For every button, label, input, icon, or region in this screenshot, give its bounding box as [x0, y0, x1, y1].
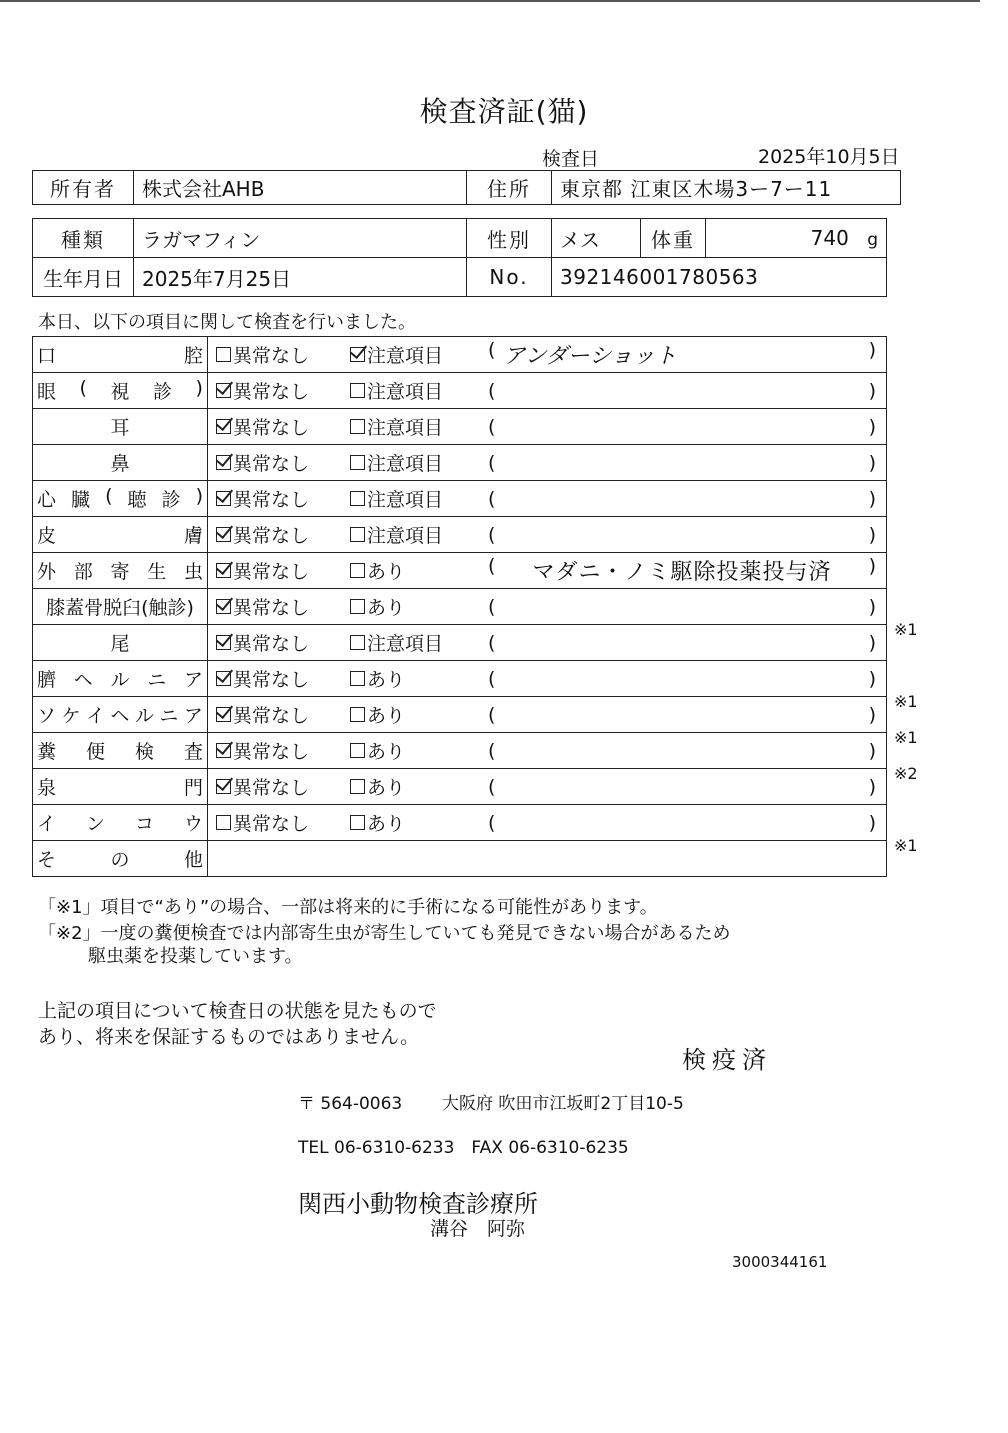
alt-label: 注意項目	[367, 489, 444, 511]
normal-checkbox[interactable]	[216, 671, 231, 686]
item-name-char: )	[195, 377, 203, 399]
item-name-char: 臍	[37, 669, 57, 691]
item-name-char: 検	[134, 741, 154, 763]
normal-option[interactable]	[216, 521, 350, 548]
alt-checkbox[interactable]	[350, 383, 365, 398]
item-note	[495, 740, 868, 762]
item-row-10-name	[33, 697, 208, 733]
item-note	[495, 704, 868, 726]
clinic-name: 関西小動物検査診療所	[298, 1190, 538, 1218]
normal-checkbox[interactable]	[216, 599, 231, 614]
alt-checkbox[interactable]	[350, 635, 365, 650]
item-name-char: イ	[85, 705, 105, 727]
number-label: No.	[467, 258, 552, 297]
normal-checkbox[interactable]	[216, 347, 231, 362]
item-note: マダニ・ノミ駆除投薬投与済	[532, 560, 832, 585]
item-note	[495, 812, 868, 834]
sex-label: 性別	[467, 219, 552, 258]
alt-option[interactable]	[350, 449, 484, 476]
item-note	[495, 776, 868, 798]
alt-checkbox[interactable]	[350, 743, 365, 758]
normal-option[interactable]	[216, 809, 350, 836]
normal-label: 異常なし	[233, 345, 310, 367]
normal-label: 異常なし	[233, 561, 310, 583]
item-row-4-name	[33, 481, 208, 517]
item-options	[208, 625, 887, 661]
item-options	[208, 445, 887, 481]
footnote-mark: ※1	[894, 692, 918, 711]
item-options	[208, 337, 887, 373]
item-name-char: 眼	[37, 381, 57, 403]
item-name-char: 診	[161, 489, 181, 511]
normal-option[interactable]	[216, 341, 350, 368]
normal-label: 異常なし	[233, 669, 310, 691]
normal-option[interactable]	[216, 737, 350, 764]
item-row	[33, 517, 887, 553]
paren-close: )	[868, 415, 876, 438]
normal-checkbox[interactable]	[216, 491, 231, 506]
inspector-name: 溝谷 阿弥	[430, 1218, 526, 1240]
item-row	[33, 445, 887, 481]
normal-checkbox[interactable]	[216, 419, 231, 434]
item-row-1-name	[33, 373, 208, 409]
normal-label: 異常なし	[233, 381, 310, 403]
footnote-mark: ※1	[894, 728, 918, 747]
item-row-8-name	[33, 625, 208, 661]
alt-option[interactable]	[350, 557, 484, 584]
item-options	[208, 481, 887, 517]
item-name-char: (	[79, 377, 87, 399]
birth-label: 生年月日	[33, 258, 134, 297]
item-name-char: (	[105, 485, 113, 507]
paren-close: )	[868, 595, 876, 618]
item-row	[33, 337, 887, 373]
item-name-char: 聴	[127, 489, 147, 511]
scan-edge	[0, 0, 980, 2]
alt-option[interactable]	[350, 413, 484, 440]
item-note	[495, 380, 868, 402]
paren-open: (	[488, 487, 496, 510]
disclaimer-statement: 上記の項目について検査日の状態を見たものであり、将来を保証するものではありません。	[38, 1000, 437, 1048]
alt-option[interactable]	[350, 629, 484, 656]
normal-option[interactable]	[216, 629, 350, 656]
alt-label: あり	[367, 813, 406, 835]
item-row	[33, 553, 887, 589]
item-options	[208, 589, 918, 639]
item-row	[33, 661, 887, 697]
paren-close: )	[868, 379, 876, 402]
alt-checkbox[interactable]	[350, 527, 365, 542]
alt-checkbox[interactable]	[350, 815, 365, 830]
number-value: 392146001780563	[552, 258, 887, 297]
item-note	[495, 452, 868, 474]
item-name-char: ル	[110, 669, 130, 691]
alt-option[interactable]	[350, 737, 484, 764]
alt-option[interactable]	[350, 665, 484, 692]
item-row-7-name	[33, 589, 208, 625]
item-name-char: ヘ	[73, 669, 93, 691]
item-row-13-name	[33, 805, 208, 841]
alt-checkbox[interactable]	[350, 419, 365, 434]
item-row-5-name	[33, 517, 208, 553]
owner-value: 株式会社AHB	[134, 171, 467, 205]
item-options	[208, 553, 887, 589]
normal-label: 異常なし	[233, 705, 310, 727]
alt-label: あり	[367, 561, 406, 583]
normal-checkbox[interactable]	[216, 383, 231, 398]
item-name-char: ニ	[159, 705, 179, 727]
footnote-mark: ※1	[894, 620, 918, 639]
normal-option[interactable]	[216, 593, 350, 620]
item-name-char: イ	[37, 813, 57, 835]
normal-option[interactable]	[216, 377, 350, 404]
item-options	[208, 409, 887, 445]
alt-option[interactable]	[350, 773, 484, 800]
item-name-char: ヘ	[110, 705, 130, 727]
item-row-9-name	[33, 661, 208, 697]
normal-checkbox[interactable]	[216, 455, 231, 470]
item-name-char: 膚	[183, 525, 203, 547]
normal-option[interactable]	[216, 665, 350, 692]
normal-label: 異常なし	[233, 597, 310, 619]
footnote-2-cont: 駆虫薬を投薬しています。	[88, 946, 303, 967]
item-name-char: 他	[183, 849, 203, 871]
alt-checkbox[interactable]	[350, 671, 365, 686]
item-note	[495, 524, 868, 546]
normal-checkbox[interactable]	[216, 815, 231, 830]
item-name-char: 膝蓋骨脱臼(触診)	[46, 597, 194, 619]
item-row	[33, 733, 887, 769]
item-name-char: ウ	[183, 813, 203, 835]
alt-label: 注意項目	[367, 381, 444, 403]
item-name-char: 便	[85, 741, 105, 763]
normal-option[interactable]	[216, 413, 350, 440]
item-options	[208, 373, 887, 409]
normal-checkbox[interactable]	[216, 707, 231, 722]
item-name-char: ン	[85, 813, 105, 835]
item-note: アンダーショット	[503, 344, 677, 369]
item-options	[208, 697, 918, 747]
item-name-char: 査	[183, 741, 203, 763]
normal-label: 異常なし	[233, 489, 310, 511]
alt-checkbox[interactable]	[350, 455, 365, 470]
address-value: 東京都 江東区木場3ー7ー11	[552, 171, 901, 205]
normal-checkbox[interactable]	[216, 527, 231, 542]
alt-checkbox[interactable]	[350, 707, 365, 722]
normal-option[interactable]	[216, 701, 350, 728]
item-note	[495, 488, 868, 510]
address-label: 住所	[467, 171, 552, 205]
owner-table	[32, 170, 901, 205]
item-row	[33, 769, 887, 805]
item-name-char: 腔	[183, 345, 203, 367]
paren-close: )	[868, 631, 876, 654]
normal-checkbox[interactable]	[216, 779, 231, 794]
breed-value: ラガマフィン	[134, 219, 467, 258]
item-row	[33, 625, 887, 661]
item-name-char: 生	[147, 561, 167, 583]
item-options	[208, 733, 918, 783]
normal-checkbox[interactable]	[216, 563, 231, 578]
item-name-char: ソ	[37, 705, 57, 727]
alt-label: 注意項目	[367, 633, 444, 655]
item-row	[33, 481, 887, 517]
item-row-12-name	[33, 769, 208, 805]
inspection-items-table	[32, 336, 918, 877]
item-name-char: 臓	[71, 489, 91, 511]
paren-open: (	[488, 703, 496, 726]
item-row-3-name	[33, 445, 208, 481]
breed-label: 種類	[33, 219, 134, 258]
alt-option[interactable]	[350, 485, 484, 512]
normal-label: 異常なし	[233, 741, 310, 763]
item-name-char: 口	[37, 345, 57, 367]
item-name-char: ケ	[61, 705, 81, 727]
alt-checkbox[interactable]	[350, 563, 365, 578]
item-options	[208, 769, 887, 805]
item-options	[208, 517, 887, 553]
item-name-char: 診	[153, 381, 173, 403]
alt-label: 注意項目	[367, 525, 444, 547]
animal-table	[32, 218, 887, 297]
item-note	[495, 632, 868, 654]
paren-close: )	[868, 339, 876, 361]
normal-option[interactable]	[216, 485, 350, 512]
normal-checkbox[interactable]	[216, 743, 231, 758]
page-title: 検査済証(猫)	[419, 95, 589, 128]
alt-label: あり	[367, 741, 406, 763]
item-name-char: 皮	[37, 525, 57, 547]
item-name-char: 糞	[37, 741, 57, 763]
alt-label: 注意項目	[367, 453, 444, 475]
alt-checkbox[interactable]	[350, 347, 365, 362]
item-name-char: 虫	[183, 561, 203, 583]
item-name-char: コ	[134, 813, 154, 835]
alt-checkbox[interactable]	[350, 779, 365, 794]
paren-open: (	[488, 523, 496, 546]
other-row-name	[33, 841, 208, 877]
alt-option[interactable]	[350, 593, 484, 620]
alt-option[interactable]	[350, 341, 484, 368]
item-row-0-name	[33, 337, 208, 373]
lead-text: 本日、以下の項目に関して検査を行いました。	[38, 312, 416, 333]
footnote-2: 「※2」一度の糞便検査では内部寄生虫が寄生していても発見できない場合があるため	[38, 923, 731, 944]
alt-checkbox[interactable]	[350, 599, 365, 614]
paren-open: (	[488, 451, 496, 474]
paren-open: (	[488, 667, 496, 690]
paren-open: (	[488, 739, 496, 762]
item-name-char: ア	[183, 669, 203, 691]
quarantine-seal: 検疫済	[682, 1046, 772, 1074]
alt-option[interactable]	[350, 521, 484, 548]
owner-label: 所有者	[33, 171, 134, 205]
normal-option[interactable]	[216, 557, 350, 584]
item-name-char: 鼻	[110, 453, 130, 475]
item-row	[33, 409, 887, 445]
item-row	[33, 697, 887, 733]
item-note	[495, 596, 868, 618]
item-row	[33, 373, 887, 409]
paren-open: (	[488, 631, 496, 654]
paren-close: )	[868, 667, 876, 690]
weight-unit: g	[867, 230, 878, 250]
alt-label: 注意項目	[367, 417, 444, 439]
certificate-number: 3000344161	[732, 1253, 828, 1271]
item-note	[495, 668, 868, 690]
paren-close: )	[868, 523, 876, 546]
inspection-date-label: 検査日	[542, 148, 600, 170]
clinic-phone: TEL 06-6310-6233 FAX 06-6310-6235	[298, 1138, 629, 1158]
normal-label: 異常なし	[233, 777, 310, 799]
item-options	[208, 661, 918, 711]
normal-label: 異常なし	[233, 813, 310, 835]
item-name-char: 耳	[110, 417, 130, 439]
alt-label: あり	[367, 777, 406, 799]
item-name-char: 視	[110, 381, 130, 403]
item-name-char: )	[195, 485, 203, 507]
paren-open: (	[488, 811, 496, 834]
alt-checkbox[interactable]	[350, 491, 365, 506]
item-note	[495, 416, 868, 438]
paren-open: (	[488, 339, 496, 361]
footnote-mark: ※2	[894, 764, 918, 783]
inspection-date: 2025年10月5日	[758, 146, 900, 168]
other-row	[33, 841, 887, 877]
paren-close: )	[868, 451, 876, 474]
item-name-char: の	[110, 849, 130, 871]
alt-option[interactable]	[350, 377, 484, 404]
item-name-char: ア	[183, 705, 203, 727]
item-row-11-name	[33, 733, 208, 769]
alt-option[interactable]	[350, 701, 484, 728]
alt-label: 注意項目	[367, 345, 444, 367]
postal-code: 〒 564-0063	[298, 1094, 403, 1114]
alt-label: あり	[367, 705, 406, 727]
paren-close: )	[868, 811, 876, 834]
normal-label: 異常なし	[233, 417, 310, 439]
clinic-address: 大阪府 吹田市江坂町2丁目10-5	[442, 1094, 684, 1114]
weight-cell	[706, 219, 887, 258]
paren-close: )	[868, 555, 876, 577]
item-name-char: 門	[183, 777, 203, 799]
item-name-char: ル	[134, 705, 154, 727]
item-name-char: 外	[37, 561, 57, 583]
item-name-char: 泉	[37, 777, 57, 799]
weight-value: 740	[810, 226, 849, 250]
item-name-char: 尾	[110, 633, 130, 655]
alt-option[interactable]	[350, 809, 484, 836]
item-options	[208, 805, 918, 855]
footnote-mark: ※1	[894, 836, 918, 855]
item-name-char: 寄	[110, 561, 130, 583]
paren-open: (	[488, 775, 496, 798]
other-notes	[208, 841, 887, 877]
sex-value: メス	[552, 219, 641, 258]
normal-option[interactable]	[216, 449, 350, 476]
paren-open: (	[488, 415, 496, 438]
normal-option[interactable]	[216, 773, 350, 800]
paren-close: )	[868, 703, 876, 726]
item-row	[33, 589, 887, 625]
paren-close: )	[868, 487, 876, 510]
normal-label: 異常なし	[233, 633, 310, 655]
item-row-6-name	[33, 553, 208, 589]
weight-label: 体重	[641, 219, 706, 258]
normal-checkbox[interactable]	[216, 635, 231, 650]
alt-label: あり	[367, 597, 406, 619]
alt-label: あり	[367, 669, 406, 691]
item-name-char: 部	[73, 561, 93, 583]
item-name-char: そ	[37, 849, 57, 871]
paren-open: (	[488, 595, 496, 618]
normal-label: 異常なし	[233, 525, 310, 547]
paren-open: (	[488, 555, 496, 577]
item-row-2-name	[33, 409, 208, 445]
paren-close: )	[868, 775, 876, 798]
footnote-1: 「※1」項目で“あり”の場合、一部は将来的に手術になる可能性があります。	[38, 897, 658, 918]
birth-value: 2025年7月25日	[134, 258, 467, 297]
item-name-char: 心	[37, 489, 57, 511]
paren-close: )	[868, 739, 876, 762]
item-row	[33, 805, 887, 841]
paren-open: (	[488, 379, 496, 402]
item-name-char: ニ	[147, 669, 167, 691]
normal-label: 異常なし	[233, 453, 310, 475]
